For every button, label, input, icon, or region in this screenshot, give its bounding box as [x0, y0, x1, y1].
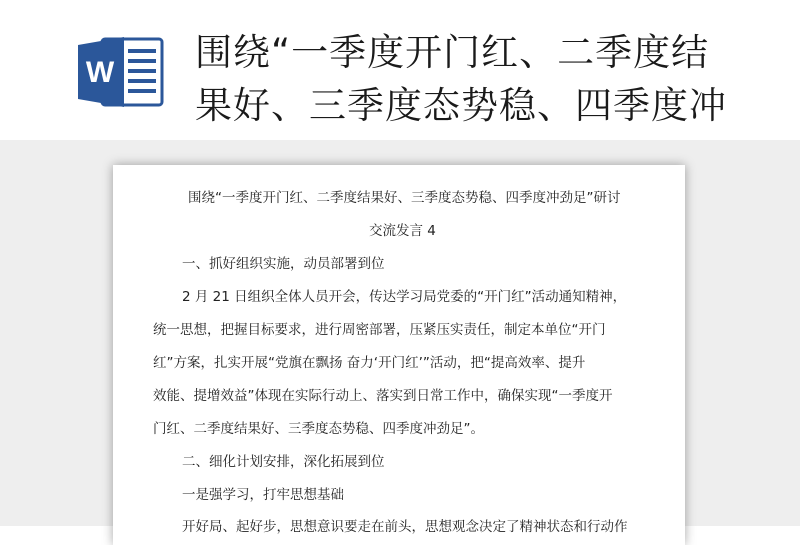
- paragraph-1-line-2: 统一思想，把握目标要求，进行周密部署，压紧压实责任，制定本单位“开门: [153, 322, 606, 338]
- document-title-line-2: 交流发言 4: [369, 223, 436, 239]
- section-2-heading: 二、细化计划安排，深化拓展到位: [182, 454, 385, 470]
- paragraph-1-line-3: 红”方案，扎实开展“党旗在飘扬 奋力‘开门红’”活动，把“提高效率、提升: [153, 355, 586, 371]
- paragraph-2-partial: 开好局、起好步，思想意识要走在前头，思想观念决定了精神状态和行动作: [182, 519, 628, 535]
- paragraph-1-line-1: 2 月 21 日组织全体人员开会，传达学习局党委的“开门红”活动通知精神，: [182, 289, 627, 305]
- banner-title-line-1: 围绕“一季度开门红、二季度结: [195, 31, 710, 74]
- banner-header: [0, 0, 800, 150]
- document-title-line-1: 围绕“一季度开门红、二季度结果好、三季度态势稳、四季度冲劲足”研讨: [188, 190, 621, 206]
- paragraph-1-line-5: 门红、二季度结果好、三季度态势稳、四季度冲劲足”。: [153, 421, 484, 437]
- word-document-icon: [78, 35, 164, 109]
- section-1-heading: 一、抓好组织实施，动员部署到位: [182, 256, 385, 272]
- banner-title: [195, 26, 785, 132]
- word-icon-letter: W: [85, 56, 115, 89]
- banner-title-line-2: 果好、三季度态势稳、四季度冲: [195, 84, 727, 127]
- paragraph-1-line-4: 效能、提增效益”体现在实际行动上、落实到日常工作中，确保实现“一季度开: [153, 388, 613, 404]
- subsection-1-heading: 一是强学习，打牢思想基础: [182, 487, 344, 503]
